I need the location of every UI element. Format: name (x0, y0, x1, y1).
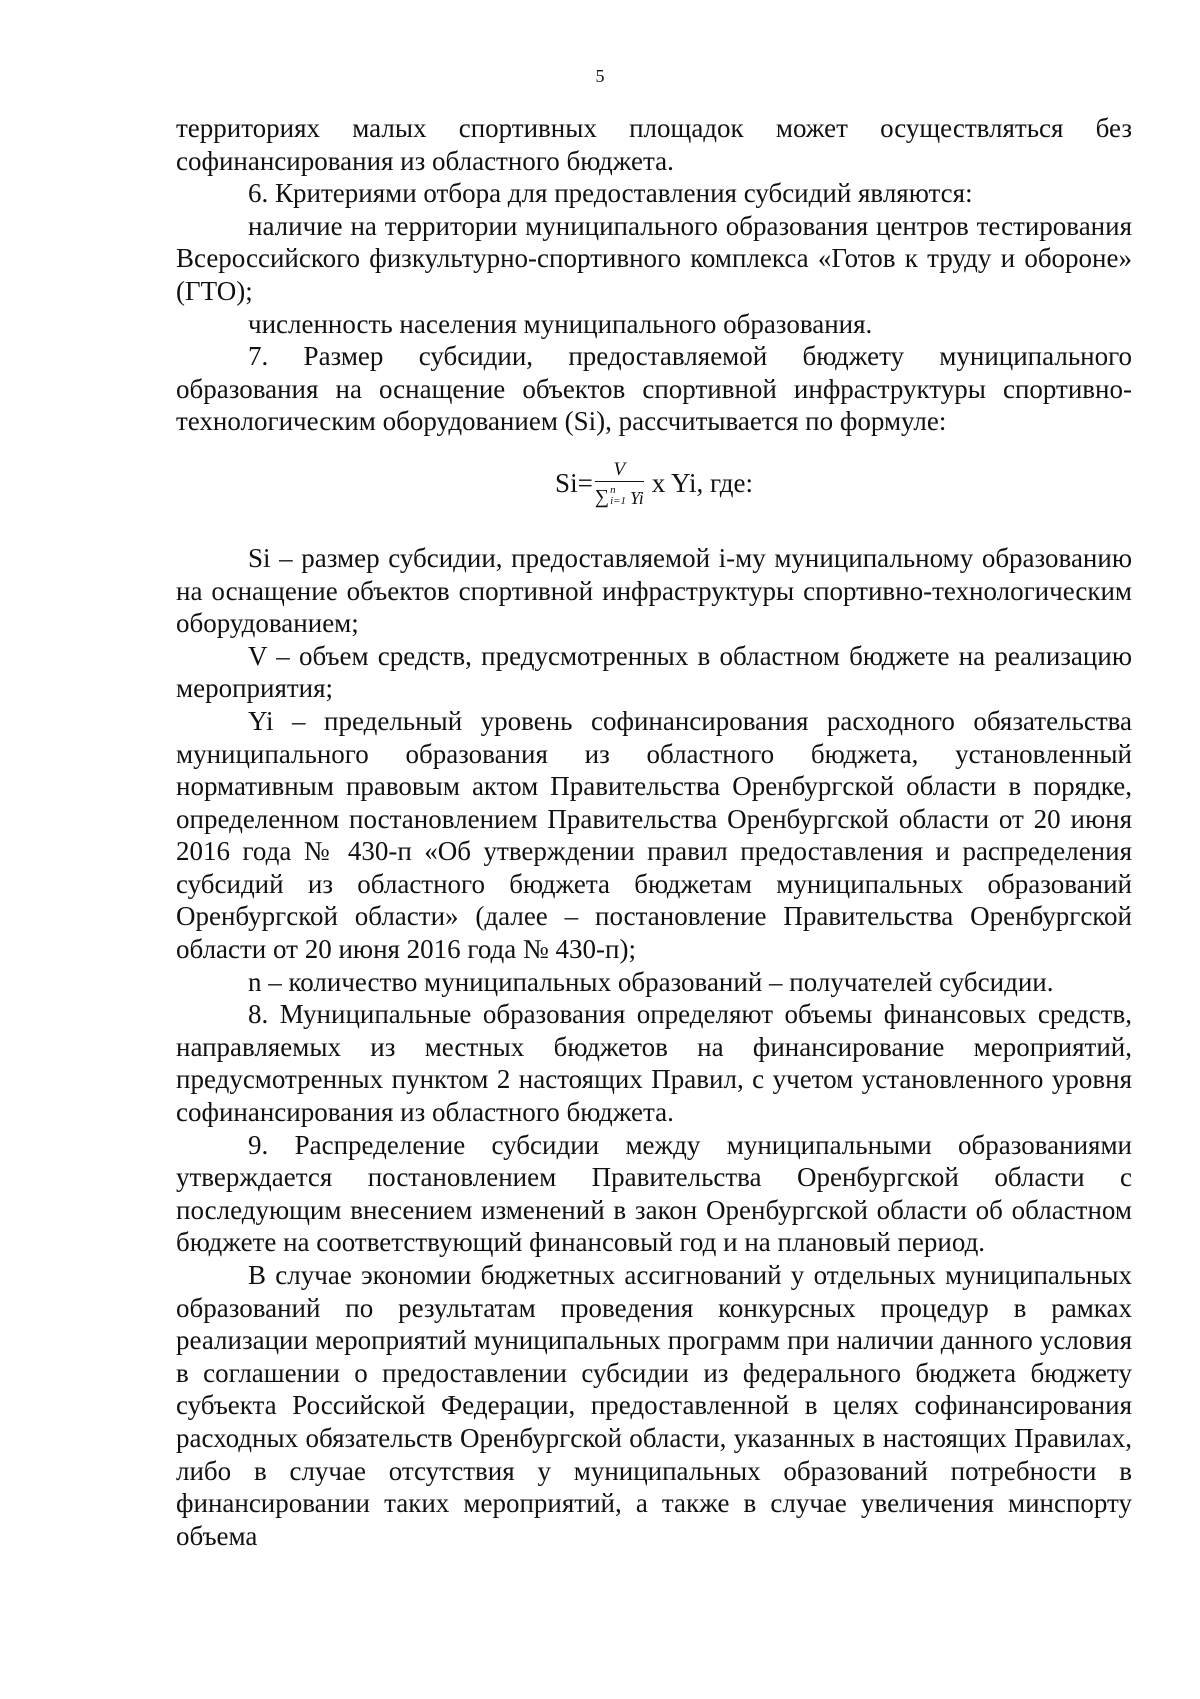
formula-rhs: x Yi, где: (651, 468, 753, 499)
page-number: 5 (595, 66, 605, 86)
document-body (176, 112, 1132, 1552)
sigma-symbol: ∑ (594, 486, 610, 509)
paragraphs-bottom (176, 542, 1132, 1552)
paragraph: 9. Распределение субсидии между муниципальными образованиями утверждается постановлением Правительства Оренбургской области с последующим внесением изменений в закон Оренбургской области об областном бюджете на соответствующий финансовый год и на плановый период. (176, 1129, 1132, 1258)
sum-lower-limit: i=1 (610, 495, 627, 508)
paragraph: V – объем средств, предусмотренных в областном бюджете на реализацию мероприятия; (176, 640, 1132, 704)
paragraph: Si – размер субсидии, предоставляемой i-му муниципальному образованию на оснащение объектов спортивной инфраструктуры спортивно-технологическим оборудованием; (176, 542, 1132, 639)
formula-denominator (595, 482, 644, 507)
formula-fraction (595, 460, 644, 507)
paragraph: 7. Размер субсидии, предоставляемой бюджету муниципального образования на оснащение объектов спортивной инфраструктуры спортивно-технологическим оборудованием (Si), рассчитывается по формуле: (176, 341, 1132, 437)
sum-limits (610, 485, 626, 507)
paragraph: n – количество муниципальных образований – получателей субсидии. (248, 966, 1054, 997)
paragraph: Yi – предельный уровень софинансирования расходного обязательства муниципального образования из областного бюджета, установленный нормативным правовым актом Правительства Оренбургской области в порядке, определенном постановлением Правительства Оренбургской области от 20 июня 2016 года № 430-п «Об утверждении правил предоставления и распределения субсидий из областного бюджета бюджетам муниципальных образований Оренбургской области» (далее – постановление Правительства Оренбургской области от 20 июня 2016 года № 430-п); (176, 705, 1132, 965)
paragraph: наличие на территории муниципального образования центров тестирования Всероссийского физкультурно-спортивного комплекса «Готов к труду и обороне» (ГТО); (176, 210, 1132, 306)
formula-summand: Yi (630, 488, 644, 509)
formula-numerator: V (595, 460, 644, 482)
paragraph: численность населения муниципального образования. (248, 308, 873, 339)
sum-upper-limit: n (610, 484, 616, 497)
paragraph: 6. Критериями отбора для предоставления субсидий являются: (248, 178, 973, 209)
paragraph: В случае экономии бюджетных ассигнований у отдельных муниципальных образований по результатам проведения конкурсных процедур в рамках реализации мероприятий муниципальных программ при наличии данного условия в соглашении о предоставлении субсидии из федерального бюджета бюджету субъекта Российской Федерации, предоставленной в целях софинансирования расходных обязательств Оренбургской области, указанных в настоящих Правилах, либо в случае отсутствия у муниципальных образований потребности в финансировании таких мероприятий, а также в случае увеличения минспорту объема (176, 1260, 1132, 1551)
paragraphs-top (176, 112, 1132, 438)
paragraph: 8. Муниципальные образования определяют объемы финансовых средств, направляемых из местных бюджетов на финансирование мероприятий, предусмотренных пунктом 2 настоящих Правил, с учетом установленного уровня софинансирования из областного бюджета. (176, 999, 1132, 1128)
formula-lhs: Si= (555, 468, 593, 499)
paragraph: территориях малых спортивных площадок может осуществляться без софинансирования из областного бюджета. (176, 113, 1132, 176)
subsidy-formula (176, 448, 1132, 520)
